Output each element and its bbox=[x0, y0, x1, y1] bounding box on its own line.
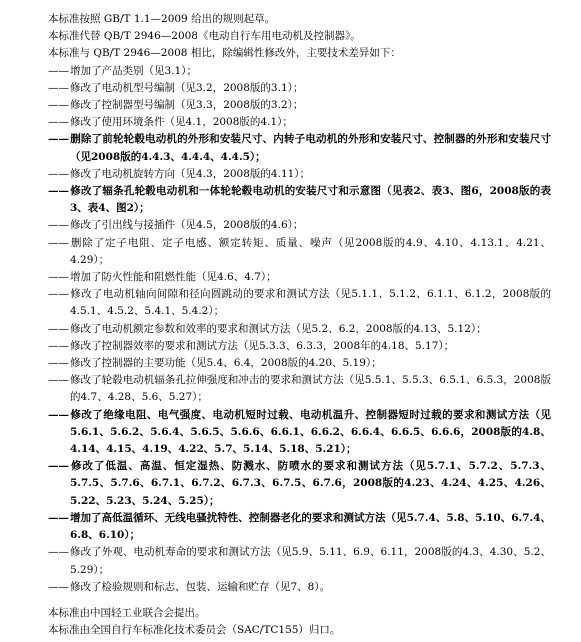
change-item-text: 增加了产品类别（见3.1）； bbox=[70, 64, 197, 77]
change-item-text: 修改了辐条孔轮毂电动机和一体轮轮毂电动机的安装尺寸和示意图（见表2、表3、图6，2008版的表3、表4、图2）； bbox=[70, 185, 551, 215]
change-item bbox=[48, 63, 551, 80]
dash-marker: —— bbox=[48, 236, 69, 249]
change-item-text: 删除了定子电阻、定子电感、额定转矩、质量、噪声（见2008版的4.9、4.10、4.13.1、4.21、4.29）； bbox=[70, 236, 551, 266]
dash-marker: —— bbox=[48, 288, 69, 301]
dash-marker: —— bbox=[48, 133, 69, 146]
change-item bbox=[48, 458, 551, 510]
intro-differences-heading: 本标准与 QB/T 2946—2008 相比，除编辑性修改外，主要技术差异如下： bbox=[48, 47, 401, 60]
change-item-text: 修改了电动机旋转方向（见4.3，2008版的4.11）； bbox=[70, 167, 311, 180]
change-item bbox=[48, 372, 551, 406]
change-item bbox=[48, 131, 551, 165]
change-item-text: 修改了低温、高温、恒定湿热、防溅水、防喷水的要求和测试方法（见5.7.1、5.7.2、5.7.3、5.7.5、5.7.6、6.7.1、6.7.2、6.7.3、6.7.5、6.7.6，2008版的4.23、4.24、4.25、4.26、5.22、5.23、5.24、5.25）； bbox=[70, 460, 551, 507]
dash-marker: —— bbox=[48, 339, 69, 352]
dash-marker: —— bbox=[48, 511, 69, 524]
change-item-text: 增加了防火性能和阻燃性能（见4.6、4.7）； bbox=[70, 271, 277, 284]
change-item bbox=[48, 338, 551, 355]
change-item-text: 修改了引出线与接插件（见4.5，2008版的4.6）； bbox=[70, 219, 304, 232]
dash-marker: —— bbox=[48, 167, 69, 180]
change-item bbox=[48, 510, 551, 544]
change-item-text: 修改了控制器的主要功能（见5.4、6.4，2008版的4.20、5.19）； bbox=[70, 357, 382, 370]
change-item-text: 修改了外观、电动机寿命的要求和测试方法（见5.9、5.11、6.9、6.11，2008版的4.3、4.30、5.2、5.29）； bbox=[70, 546, 551, 576]
dash-marker: —— bbox=[48, 81, 69, 94]
technical-changes-list bbox=[48, 63, 551, 596]
change-item-text: 修改了控制器型号编制（见3.3，2008版的3.2）； bbox=[70, 99, 304, 112]
dash-marker: —— bbox=[48, 357, 69, 370]
change-item bbox=[48, 80, 551, 97]
dash-marker: —— bbox=[48, 546, 69, 559]
footer-block bbox=[48, 605, 551, 639]
change-item-text: 修改了电动机轴向间隙和径向圆跳动的要求和测试方法（见5.1.1、5.1.2、6.1.1、6.1.2，2008版的4.5.1、4.5.2、5.4.1、5.4.2）； bbox=[70, 288, 551, 318]
change-item-text: 修改了控制器效率的要求和测试方法（见5.3.3、6.3.3，2008年的4.18、5.17）； bbox=[70, 339, 455, 352]
change-item-text: 修改了电动机额定参数和效率的要求和测试方法（见5.2、6.2，2008版的4.13、5.12）； bbox=[70, 322, 487, 335]
dash-marker: —— bbox=[48, 408, 69, 421]
intro-replaces-standard: 本标准代替 QB/T 2946—2008《电动自行车用电动机及控制器》。 bbox=[48, 30, 361, 43]
dash-marker: —— bbox=[48, 116, 69, 129]
section-gap bbox=[48, 596, 551, 605]
dash-marker: —— bbox=[48, 460, 69, 473]
change-item-text: 修改了使用环境条件（见4.1，2008版的4.1）； bbox=[70, 116, 293, 129]
change-item-text: 修改了绝缘电阻、电气强度、电动机短时过载、电动机温升、控制器短时过载的要求和测试方法（见5.6.1、5.6.2、5.6.4、5.6.5、5.6.6、6.6.1、6.6.2、6.6.4、6.6.5、6.6.6，2008版的4.8、4.14、4.15、4.19、4.22、5.7、5.14、5.18、5.21）； bbox=[70, 408, 551, 456]
footer-proposed-by: 本标准由中国轻工业联合会提出。 bbox=[48, 606, 206, 619]
change-item-text: 修改了轮毂电动机辐条孔拉伸强度和冲击的要求和测试方法（见5.5.1、5.5.3、6.5.1、6.5.3，2008版的4.7、4.28、5.6、5.27）； bbox=[70, 374, 551, 404]
change-item bbox=[48, 217, 551, 234]
dash-marker: —— bbox=[48, 271, 69, 284]
change-item-text: 修改了电动机型号编制（见3.2，2008版的3.1）； bbox=[70, 81, 304, 94]
change-item-text: 删除了前轮轮毂电动机的外形和安装尺寸、内转子电动机的外形和安装尺寸、控制器的外形和安装尺寸（见2008版的4.4.3、4.4.4、4.4.5）； bbox=[70, 133, 551, 163]
change-item bbox=[48, 166, 551, 183]
dash-marker: —— bbox=[48, 99, 69, 112]
intro-drafting-rules: 本标准按照 GB/T 1.1—2009 给出的规则起草。 bbox=[48, 13, 276, 25]
intro-block bbox=[48, 11, 551, 63]
dash-marker: —— bbox=[48, 64, 69, 77]
change-item bbox=[48, 114, 551, 131]
change-item bbox=[48, 407, 551, 459]
change-item bbox=[48, 355, 551, 372]
change-item bbox=[48, 286, 551, 320]
change-item bbox=[48, 269, 551, 286]
change-item bbox=[48, 321, 551, 338]
dash-marker: —— bbox=[48, 219, 69, 232]
change-item bbox=[48, 97, 551, 114]
footer-managed-by: 本标准由全国自行车标准化技术委员会（SAC/TC155）归口。 bbox=[48, 624, 341, 637]
dash-marker: —— bbox=[48, 374, 69, 387]
dash-marker: —— bbox=[48, 185, 69, 198]
change-item bbox=[48, 183, 551, 217]
change-item bbox=[48, 579, 551, 596]
dash-marker: —— bbox=[48, 322, 69, 335]
change-item bbox=[48, 235, 551, 269]
change-item-text: 增加了高低温循环、无线电骚扰特性、控制器老化的要求和测试方法（见5.7.4、5.8、5.10、6.7.4、6.8、6.10）； bbox=[70, 511, 551, 542]
dash-marker: —— bbox=[48, 580, 69, 593]
change-item-text: 修改了检验规则和标志、包装、运输和贮存（见7、8）。 bbox=[70, 580, 331, 593]
change-item bbox=[48, 544, 551, 578]
